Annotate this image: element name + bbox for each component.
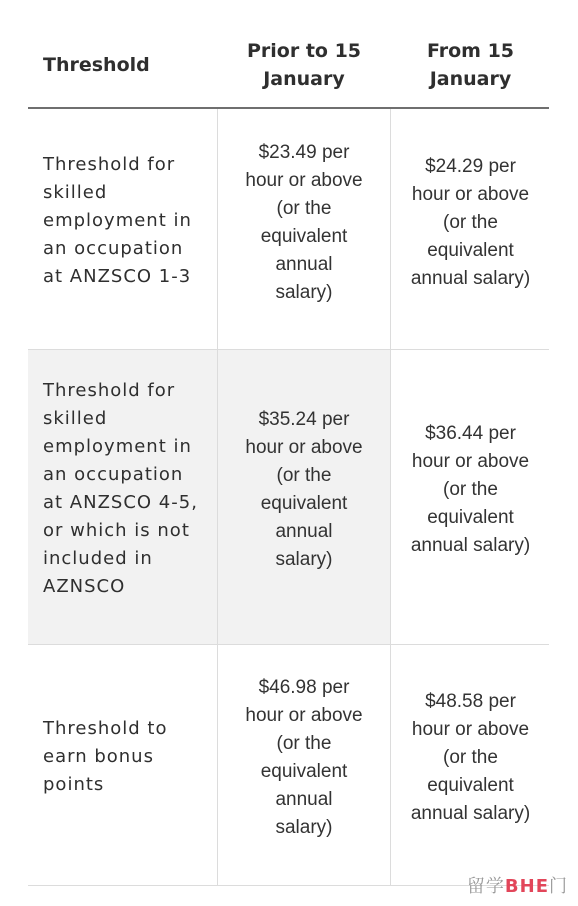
value-line: equivalent [260, 761, 348, 782]
table-header [28, 0, 549, 109]
from-value-cell [392, 350, 549, 644]
watermark-suffix: 门 [549, 876, 568, 897]
label-line: Threshold for [43, 380, 176, 401]
label-line: skilled [43, 408, 108, 429]
value-line: salary) [275, 282, 333, 303]
value-line: hour or above [411, 719, 530, 740]
table-row [28, 645, 549, 886]
prior-value [218, 406, 390, 574]
value-line: equivalent [427, 507, 514, 528]
value-line: (or the [443, 747, 498, 768]
prior-value-cell [218, 109, 391, 349]
value-line: annual salary) [410, 268, 531, 289]
value-line: annual [275, 521, 333, 542]
row-label-cell [28, 645, 218, 885]
value-line: hour or above [245, 705, 363, 726]
value-line: $24.29 per [425, 156, 516, 177]
value-line: hour or above [411, 451, 530, 472]
label-line: skilled [43, 182, 108, 203]
label-line: Threshold to [43, 718, 168, 739]
header-from-line: January [429, 68, 512, 90]
value-line: salary) [275, 549, 333, 570]
value-line: annual salary) [410, 535, 531, 556]
row-label-cell [28, 350, 218, 644]
value-line: $36.44 per [425, 423, 516, 444]
watermark-accent: BHE [504, 876, 549, 897]
threshold-table [28, 0, 549, 886]
from-value [392, 420, 549, 560]
value-line: annual [275, 254, 333, 275]
row-label [43, 151, 192, 291]
value-line: (or the [276, 198, 332, 219]
header-from [392, 37, 549, 93]
header-prior-line: Prior to 15 [246, 40, 362, 62]
header-prior-line: January [263, 68, 345, 90]
label-line: or which is not [43, 520, 190, 541]
label-line: points [43, 774, 105, 795]
value-line: equivalent [260, 226, 348, 247]
value-line: (or the [276, 733, 332, 754]
from-value [392, 153, 549, 293]
value-line: (or the [443, 212, 498, 233]
watermark-logo [467, 872, 568, 898]
prior-value-cell [218, 645, 391, 885]
value-line: hour or above [245, 170, 363, 191]
row-label [43, 715, 168, 799]
label-line: an occupation [43, 238, 184, 259]
value-line: equivalent [427, 775, 514, 796]
prior-value [218, 674, 390, 842]
value-line: (or the [276, 465, 332, 486]
from-value-cell [392, 645, 549, 885]
value-line: $35.24 per [258, 409, 350, 430]
value-line: hour or above [411, 184, 530, 205]
row-label-cell [28, 109, 218, 349]
table-row [28, 350, 549, 645]
value-line: salary) [275, 817, 333, 838]
label-line: earn bonus [43, 746, 154, 767]
watermark-prefix: 留学 [466, 876, 505, 897]
value-line: $46.98 per [258, 677, 350, 698]
header-from-line: From 15 [426, 40, 515, 62]
value-line: $23.49 per [258, 142, 350, 163]
label-line: at ANZSCO 1-3 [43, 266, 192, 287]
label-line: included in [43, 548, 153, 569]
value-line: equivalent [260, 493, 348, 514]
label-line: employment in [43, 436, 192, 457]
label-line: at ANZSCO 4-5, [43, 492, 198, 513]
header-prior [218, 37, 390, 93]
value-line: equivalent [427, 240, 514, 261]
label-line: AZNSCO [43, 576, 126, 597]
from-value [392, 688, 549, 828]
prior-value [218, 139, 390, 307]
value-line: $48.58 per [425, 691, 516, 712]
row-label [43, 377, 198, 601]
label-line: employment in [43, 210, 192, 231]
label-line: Threshold for [43, 154, 176, 175]
value-line: (or the [443, 479, 498, 500]
value-line: annual salary) [410, 803, 531, 824]
value-line: annual [275, 789, 333, 810]
value-line: hour or above [245, 437, 363, 458]
header-threshold: Threshold [43, 54, 150, 76]
from-value-cell [392, 109, 549, 349]
table-row [28, 109, 549, 350]
prior-value-cell [218, 350, 391, 644]
label-line: an occupation [43, 464, 184, 485]
